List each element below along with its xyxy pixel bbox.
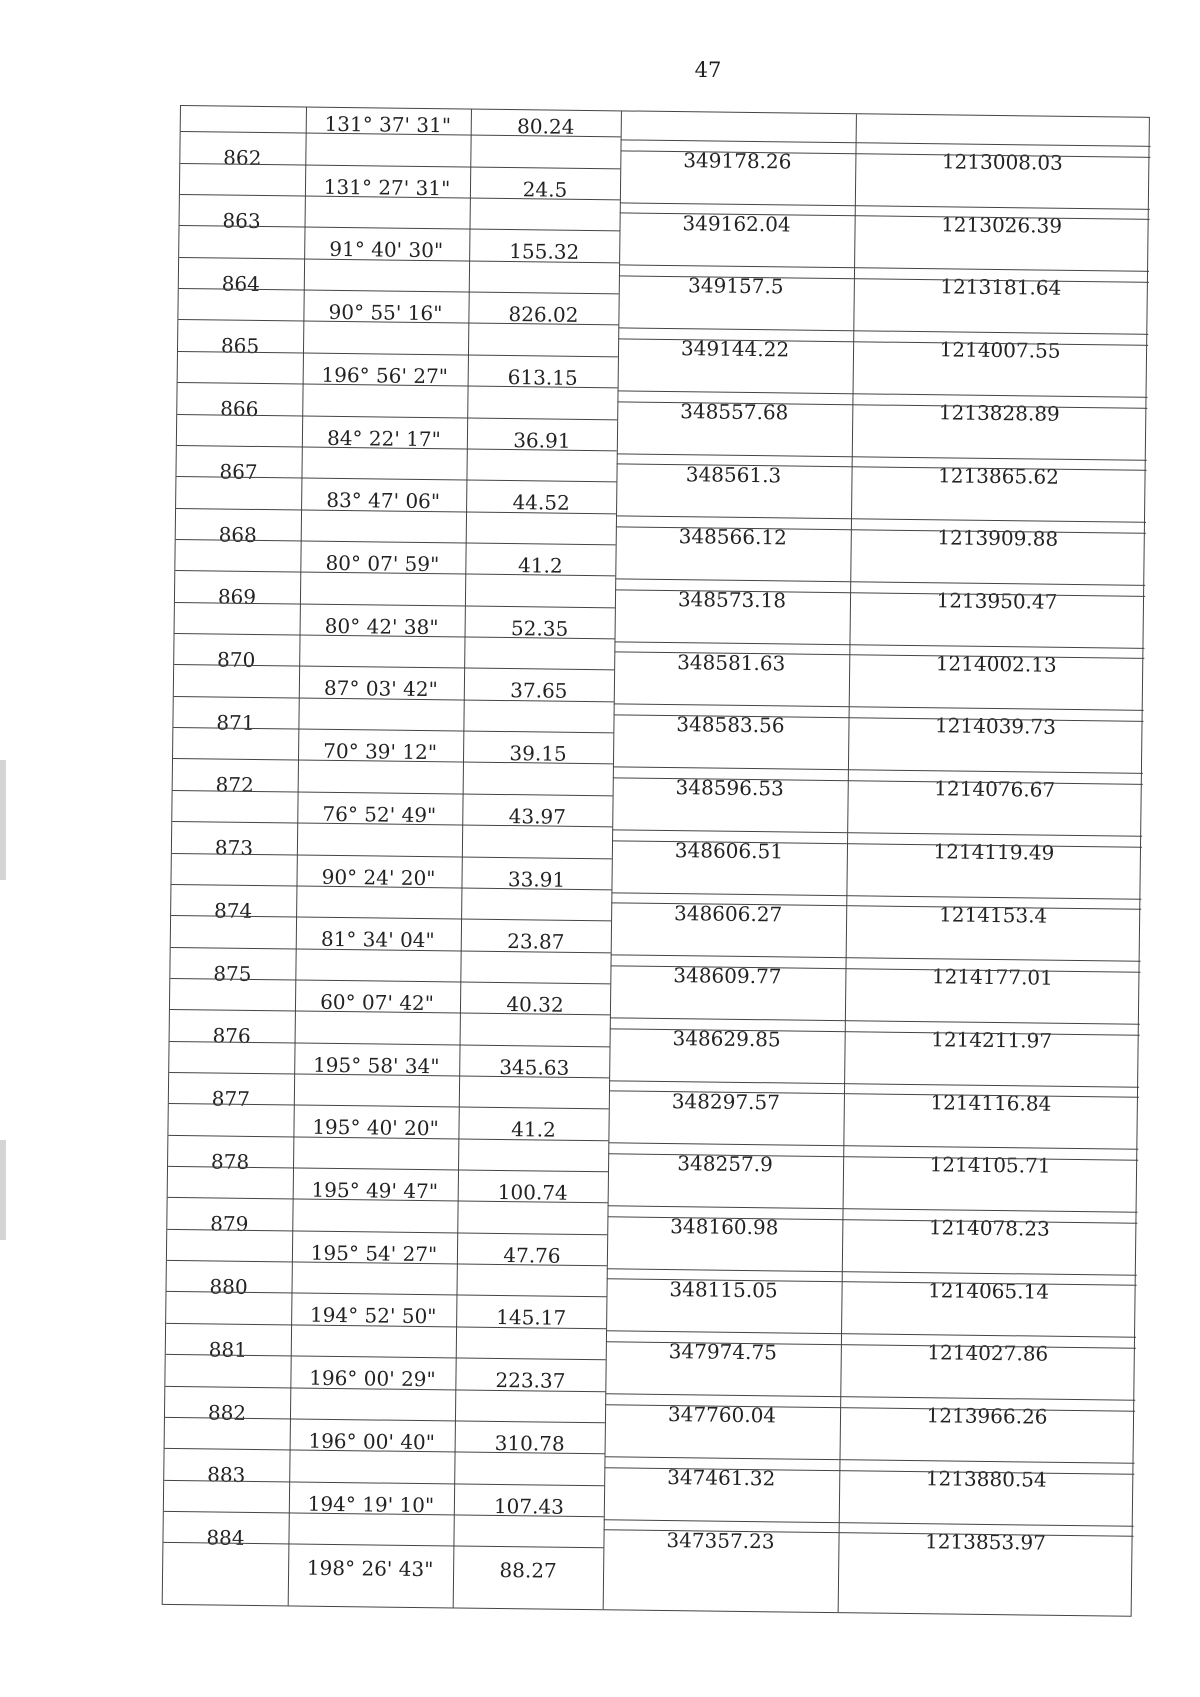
northing-value: 348609.77 (673, 963, 782, 989)
easting-value: 1213865.62 (937, 462, 1060, 489)
row-divider (612, 829, 1142, 836)
easting-value: 1214105.71 (929, 1152, 1051, 1179)
row-divider (621, 139, 1151, 146)
easting-value: 1213853.97 (924, 1528, 1047, 1555)
bearing-value: 76° 52' 49" (322, 801, 437, 827)
easting-value: 1214002.13 (935, 650, 1057, 677)
bearing-value: 87° 03' 42" (323, 676, 438, 702)
bearing-value: 196° 00' 40" (308, 1428, 436, 1455)
row-divider (617, 453, 1147, 460)
page-number: 47 (694, 58, 722, 82)
row-divider (618, 327, 1148, 334)
easting-value: 1214076.67 (934, 776, 1056, 802)
northing-value: 348606.51 (674, 837, 784, 864)
bearing-value: 131° 37' 31" (324, 111, 452, 138)
easting-value: 1213181.64 (940, 274, 1062, 301)
bearing-value: 195° 40' 20" (312, 1115, 439, 1141)
easting-value: 1213026.39 (941, 212, 1063, 238)
bearing-value: 60° 07' 42" (320, 989, 435, 1016)
easting-value: 1214153.4 (938, 901, 1048, 928)
distance-value: 37.65 (510, 678, 568, 704)
northing-value: 349178.26 (683, 148, 792, 174)
row-divider (610, 1017, 1140, 1024)
row-divider (605, 1456, 1135, 1463)
northing-value: 348557.68 (680, 398, 789, 425)
distance-value: 24.5 (522, 176, 568, 202)
row-divider (615, 578, 1145, 585)
northing-value: 348583.56 (676, 712, 785, 738)
distance-value: 44.52 (512, 490, 570, 516)
easting-value: 1214039.73 (934, 713, 1057, 740)
bearing-value: 194° 52' 50" (309, 1303, 437, 1329)
point-number: 869 (217, 584, 257, 610)
survey-coordinates-table (162, 105, 1150, 1617)
row-divider (606, 1331, 1136, 1338)
distance-value: 155.32 (509, 239, 580, 265)
point-number: 878 (210, 1149, 250, 1174)
northing-value: 348573.18 (677, 587, 787, 613)
row-divider (607, 1268, 1137, 1275)
column-divider (453, 110, 472, 1608)
point-number: 868 (218, 522, 257, 547)
point-number: 883 (207, 1462, 246, 1488)
northing-value: 348160.98 (670, 1214, 779, 1240)
row-divider (611, 892, 1141, 899)
bearing-value: 90° 24' 20" (321, 864, 436, 890)
distance-value: 100.74 (497, 1180, 568, 1205)
northing-value: 348596.53 (675, 775, 784, 801)
point-number: 862 (223, 145, 262, 171)
column-divider (288, 108, 307, 1606)
row-divider (614, 704, 1144, 711)
easting-value: 1213966.26 (926, 1403, 1048, 1429)
northing-value: 349144.22 (680, 336, 790, 362)
row-divider (619, 265, 1149, 272)
row-divider (604, 1519, 1134, 1526)
point-number: 875 (213, 961, 252, 986)
distance-value: 39.15 (509, 741, 567, 766)
northing-value: 348629.85 (672, 1026, 781, 1052)
distance-value: 88.27 (499, 1558, 557, 1584)
northing-value: 348297.57 (671, 1088, 781, 1115)
point-number: 879 (210, 1211, 249, 1237)
distance-value: 345.63 (499, 1054, 570, 1080)
bearing-value: 80° 07' 59" (325, 550, 440, 577)
row-divider (608, 1143, 1138, 1150)
bearing-value: 84° 22' 17" (326, 425, 441, 451)
bearing-value: 195° 58' 34" (312, 1052, 440, 1078)
easting-value: 1213008.03 (941, 149, 1063, 175)
easting-value: 1214027.86 (927, 1340, 1049, 1367)
distance-value: 107.43 (493, 1493, 565, 1519)
row-divider (608, 1205, 1138, 1212)
bearing-value: 131° 27' 31" (323, 174, 451, 201)
northing-value: 348606.27 (673, 900, 783, 926)
distance-value: 145.17 (496, 1305, 567, 1331)
distance-value: 223.37 (495, 1368, 566, 1393)
point-number: 876 (212, 1023, 251, 1049)
northing-value: 347974.75 (668, 1339, 778, 1365)
easting-value: 1214211.97 (931, 1027, 1053, 1053)
scan-edge-mark (0, 760, 6, 880)
easting-value: 1214007.55 (939, 337, 1061, 363)
northing-value: 349162.04 (682, 210, 791, 237)
point-number: 873 (214, 835, 254, 861)
bearing-value: 70° 39' 12" (323, 738, 438, 765)
row-divider (609, 1080, 1139, 1087)
easting-value: 1214116.84 (930, 1089, 1052, 1116)
easting-value: 1214177.01 (931, 964, 1053, 990)
easting-value: 1213950.47 (936, 588, 1058, 614)
point-number: 877 (211, 1086, 251, 1111)
easting-value: 1213828.89 (938, 400, 1060, 426)
easting-value: 1214119.49 (933, 839, 1055, 865)
bearing-value: 195° 54' 27" (310, 1240, 438, 1266)
distance-value: 43.97 (508, 803, 567, 829)
point-number: 871 (216, 710, 255, 735)
bearing-value: 194° 19' 10" (307, 1491, 435, 1517)
row-divider (605, 1393, 1135, 1400)
point-number: 865 (220, 333, 260, 359)
distance-value: 40.32 (506, 991, 564, 1017)
bearing-value: 196° 56' 27" (321, 362, 449, 389)
northing-value: 348561.3 (685, 461, 782, 487)
distance-value: 826.02 (508, 302, 579, 328)
northing-value: 348115.05 (669, 1276, 778, 1303)
distance-value: 41.2 (511, 1117, 556, 1143)
distance-value: 310.78 (494, 1430, 565, 1456)
distance-value: 36.91 (513, 427, 571, 453)
bearing-value: 81° 34' 04" (320, 926, 435, 953)
distance-value: 23.87 (507, 929, 565, 954)
northing-value: 347760.04 (667, 1402, 777, 1428)
row-divider (611, 955, 1141, 962)
easting-value: 1214065.14 (927, 1277, 1050, 1304)
row-divider (613, 766, 1143, 773)
distance-value: 47.76 (503, 1242, 561, 1268)
distance-value: 33.91 (507, 866, 566, 892)
easting-value: 1214078.23 (928, 1215, 1050, 1241)
bearing-value: 83° 47' 06" (326, 488, 441, 514)
point-number: 864 (221, 271, 261, 296)
northing-value: 348257.9 (677, 1151, 773, 1177)
easting-value: 1213880.54 (925, 1466, 1047, 1492)
bearing-value: 198° 26' 43" (306, 1555, 434, 1582)
row-divider (620, 202, 1150, 209)
easting-value: 1213909.88 (937, 525, 1059, 552)
scan-edge-mark (0, 1140, 6, 1240)
northing-value: 347461.32 (667, 1464, 776, 1491)
bearing-value: 196° 00' 29" (309, 1365, 436, 1392)
northing-value: 347357.23 (666, 1527, 775, 1553)
northing-value: 348566.12 (678, 524, 787, 550)
bearing-value: 80° 42' 38" (324, 613, 439, 639)
point-number: 881 (208, 1337, 248, 1362)
point-number: 863 (222, 208, 261, 234)
row-divider (618, 390, 1148, 397)
northing-value: 349157.5 (687, 273, 784, 299)
northing-value: 348581.63 (677, 649, 786, 676)
point-number: 874 (213, 898, 253, 923)
bearing-value: 91° 40' 30" (329, 237, 444, 263)
bearing-value: 90° 55' 16" (328, 299, 443, 326)
point-number: 880 (209, 1274, 248, 1300)
column-divider (838, 114, 857, 1612)
column-divider (603, 111, 622, 1609)
point-number: 866 (220, 396, 259, 422)
distance-value: 80.24 (516, 114, 575, 139)
distance-value: 52.35 (510, 615, 569, 641)
point-number: 884 (206, 1525, 245, 1550)
distance-value: 41.2 (517, 553, 563, 578)
row-divider (614, 641, 1144, 648)
point-number: 870 (216, 647, 256, 672)
bearing-value: 195° 49' 47" (311, 1177, 439, 1204)
point-number: 867 (219, 459, 258, 484)
point-number: 872 (215, 772, 254, 798)
distance-value: 613.15 (507, 364, 578, 390)
row-divider (616, 516, 1146, 523)
point-number: 882 (207, 1399, 247, 1425)
